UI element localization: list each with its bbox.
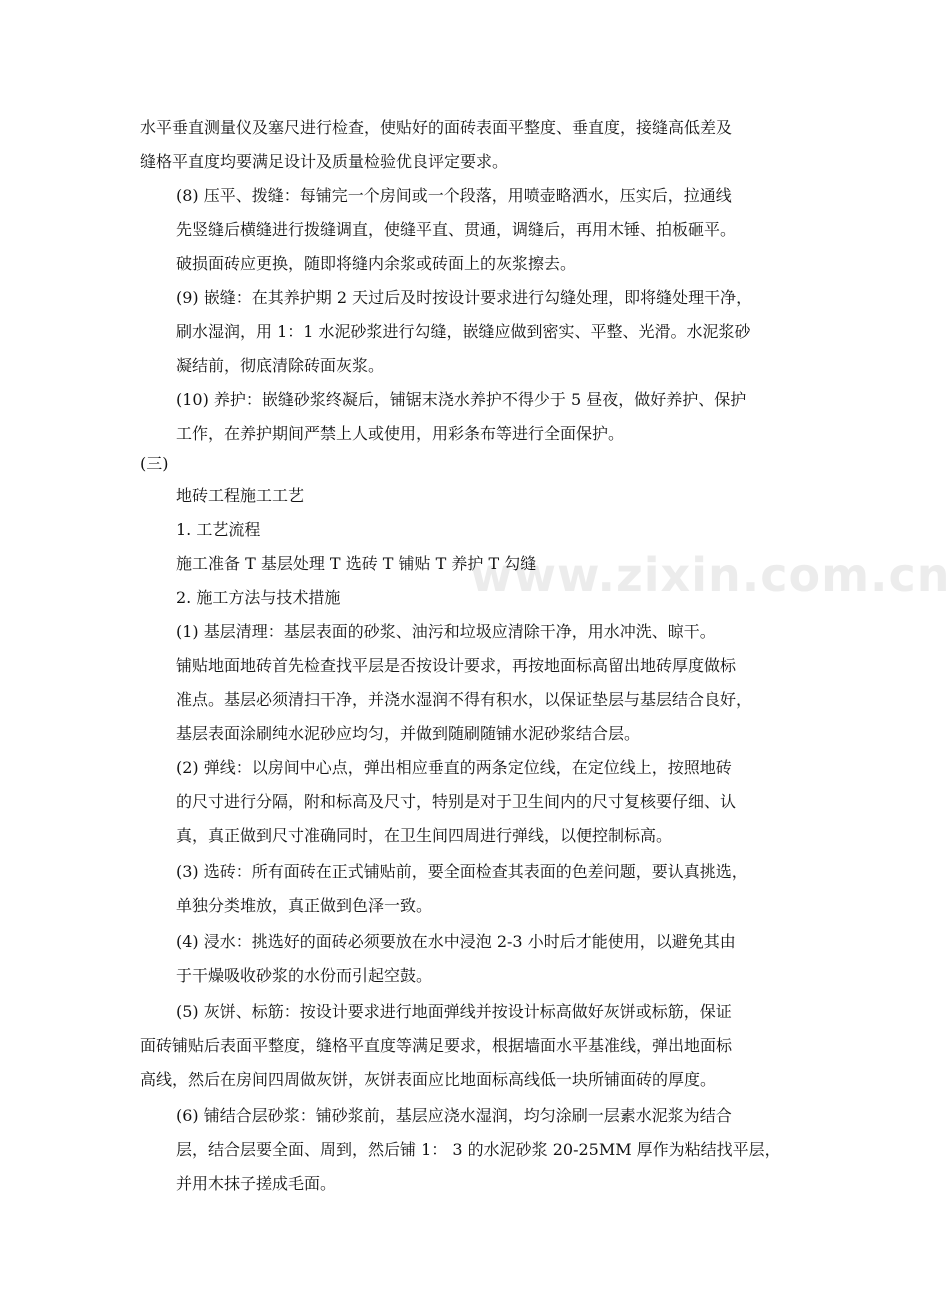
text-line: (6) 铺结合层砂浆：铺砂浆前，基层应浇水湿润，均匀涂刷一层素水泥浆为结合 — [176, 1106, 732, 1125]
text-line: (1) 基层清理：基层表面的砂浆、油污和垃圾应清除干净，用水冲洗、晾干。 — [176, 622, 716, 641]
text-line: 并用木抹子搓成毛面。 — [176, 1174, 337, 1193]
subheading: 1. 工艺流程 — [176, 520, 261, 539]
text-line: (2) 弹线：以房间中心点，弹出相应垂直的两条定位线，在定位线上，按照地砖 — [176, 758, 732, 777]
text-line: 于干燥吸收砂浆的水份而引起空鼓。 — [176, 966, 433, 985]
text-line: 面砖铺贴后表面平整度，缝格平直度等满足要求，根据墙面水平基准线，弹出地面标 — [140, 1036, 733, 1055]
text-line: 凝结前，彻底清除砖面灰浆。 — [176, 356, 385, 375]
watermark: www.zixin.com.cn — [470, 548, 951, 602]
section-title: 地砖工程施工工艺 — [176, 486, 305, 505]
text-line: 真，真正做到尺寸准确同时，在卫生间四周进行弹线，以便控制标高。 — [176, 826, 673, 845]
text-line: 破损面砖应更换，随即将缝内余浆或砖面上的灰浆擦去。 — [176, 254, 577, 273]
text-line: 先竖缝后横缝进行拨缝调直，使缝平直、贯通，调缝后，再用木锤、拍板砸平。 — [176, 220, 737, 239]
text-line: 工作，在养护期间严禁上人或使用，用彩条布等进行全面保护。 — [176, 424, 625, 443]
text-line: 准点。基层必须清扫干净，并浇水湿润不得有积水，以保证垫层与基层结合良好， — [176, 690, 753, 709]
text-line: (4) 浸水：挑选好的面砖必须要放在水中浸泡 2-3 小时后才能使用，以避免其由 — [176, 932, 736, 951]
process-flow: 施工准备 T 基层处理 T 选砖 T 铺贴 T 养护 T 勾缝 — [176, 554, 537, 573]
text-line: 层，结合层要全面、周到，然后铺 1： 3 的水泥砂浆 20-25MM 厚作为粘结找平层， — [176, 1140, 781, 1159]
text-line: 的尺寸进行分隔，附和标高及尺寸，特别是对于卫生间内的尺寸复核要仔细、认 — [176, 792, 737, 811]
text-line: 水平垂直测量仪及塞尺进行检查，使贴好的面砖表面平整度、垂直度，接缝高低差及 — [140, 118, 733, 137]
text-line: (3) 选砖：所有面砖在正式铺贴前，要全面检查其表面的色差问题，要认真挑选， — [176, 862, 748, 881]
subheading: 2. 施工方法与技术措施 — [176, 588, 341, 607]
text-line: (5) 灰饼、标筋：按设计要求进行地面弹线并按设计标高做好灰饼或标筋，保证 — [176, 1002, 732, 1021]
text-line: 基层表面涂刷纯水泥砂应均匀，并做到随刷随铺水泥砂浆结合层。 — [176, 724, 641, 743]
text-line: 单独分类堆放，真正做到色泽一致。 — [176, 896, 433, 915]
text-line: 高线，然后在房间四周做灰饼，灰饼表面应比地面标高线低一块所铺面砖的厚度。 — [140, 1070, 717, 1089]
text-line: 缝格平直度均要满足设计及质量检验优良评定要求。 — [140, 152, 509, 171]
section-heading: (三) — [140, 454, 169, 473]
text-line: 刷水湿润，用 1：1 水泥砂浆进行勾缝，嵌缝应做到密实、平整、光滑。水泥浆砂 — [176, 322, 751, 341]
text-line: (8) 压平、拨缝：每铺完一个房间或一个段落，用喷壶略洒水，压实后，拉通线 — [176, 186, 732, 205]
text-line: 铺贴地面地砖首先检查找平层是否按设计要求，再按地面标高留出地砖厚度做标 — [176, 656, 737, 675]
text-line: (10) 养护：嵌缝砂浆终凝后，铺锯末浇水养护不得少于 5 昼夜，做好养护、保护 — [176, 390, 747, 409]
text-line: (9) 嵌缝：在其养护期 2 天过后及时按设计要求进行勾缝处理，即将缝处理干净， — [176, 288, 753, 307]
